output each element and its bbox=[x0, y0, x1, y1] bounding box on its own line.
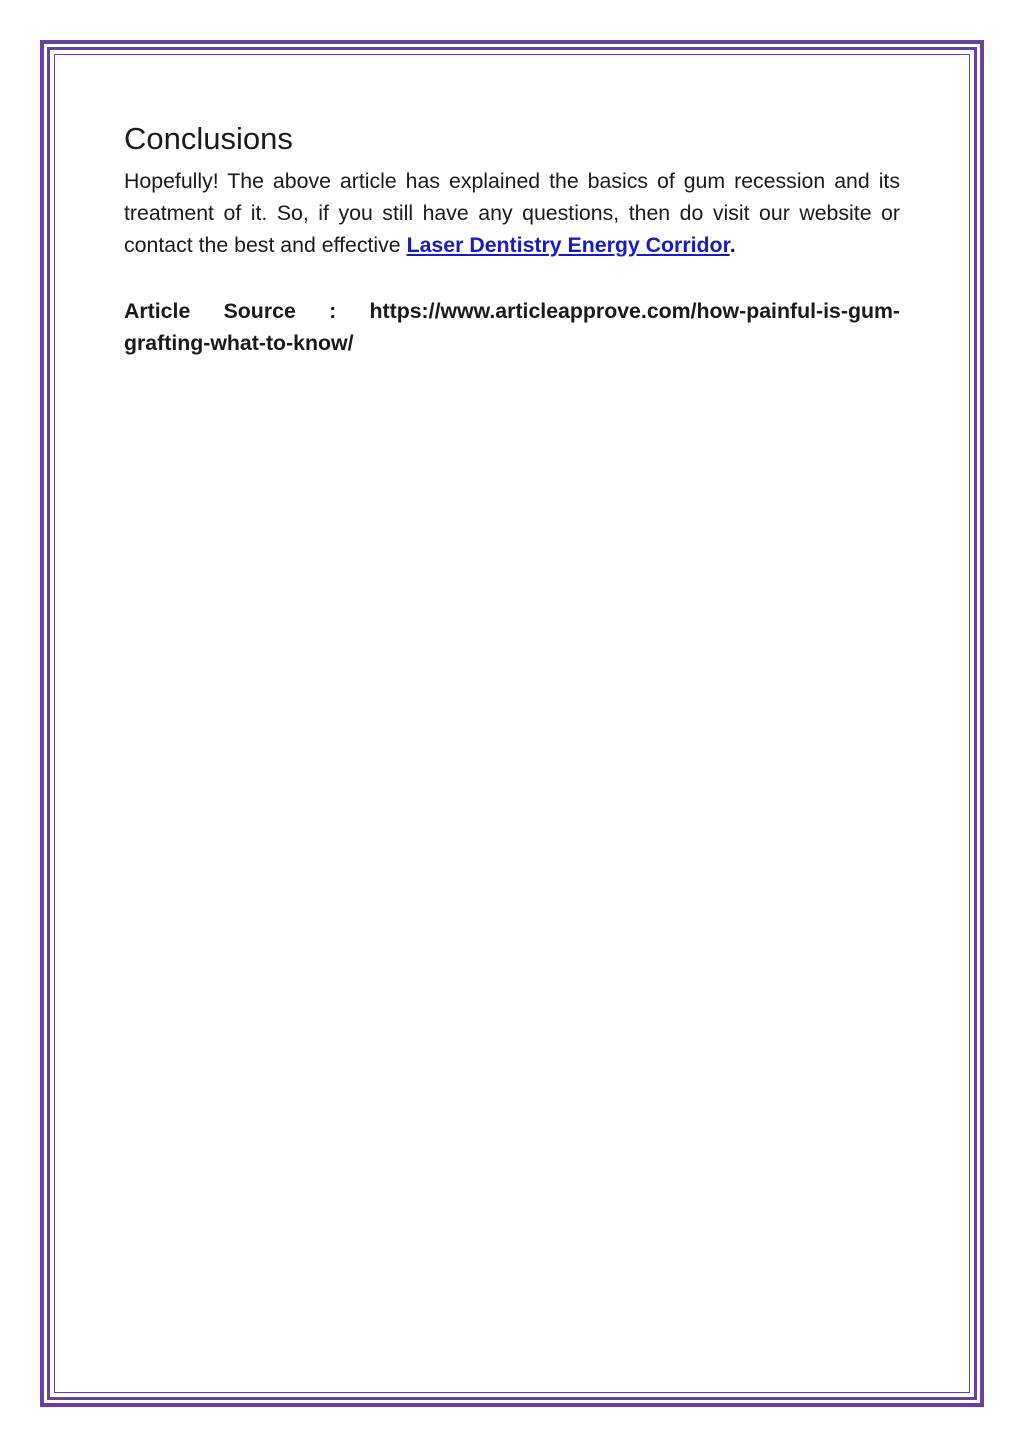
article-source-url: https://www.articleapprove.com/how-painful-is-gum-grafting-what-to-know/ bbox=[124, 299, 900, 356]
article-source bbox=[124, 295, 900, 359]
paragraph-period: . bbox=[729, 233, 736, 258]
paragraph-text: Hopefully! The above article has explained the basics of gum recession and its treatment of it. So, if you still have any questions, then do visit our website or contact the best and effective bbox=[124, 169, 900, 258]
laser-dentistry-link[interactable]: Laser Dentistry Energy Corridor bbox=[406, 233, 730, 258]
document-content bbox=[124, 120, 900, 380]
article-source-label: Article Source : bbox=[124, 299, 370, 324]
conclusion-paragraph bbox=[124, 165, 900, 261]
page-title: Conclusions bbox=[124, 121, 293, 156]
